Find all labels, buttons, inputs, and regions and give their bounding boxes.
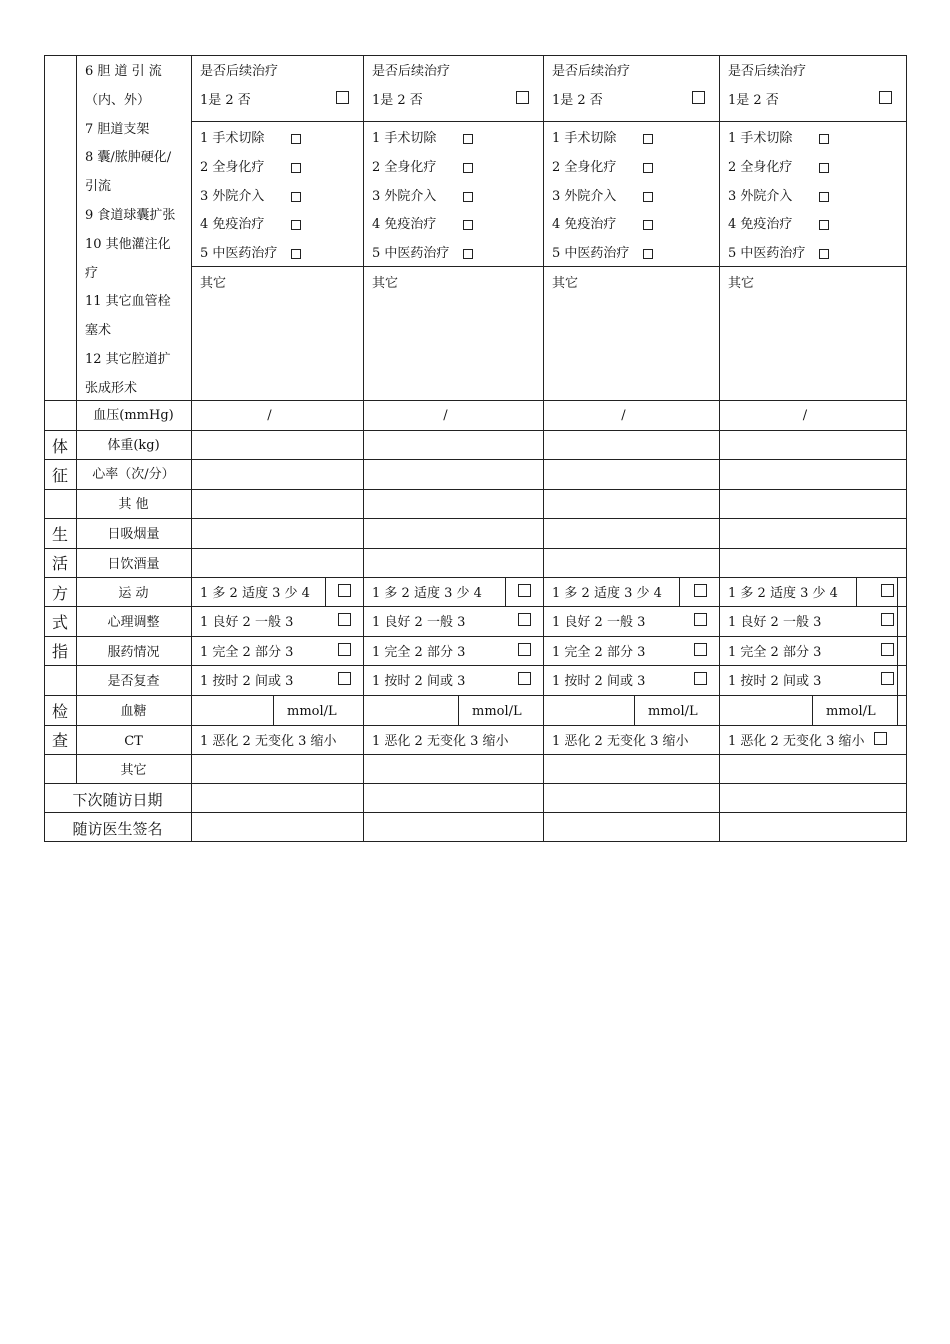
column-line [679,577,680,607]
treatment-option: 4 免疫治疗 [728,217,793,233]
treatment-option: 1 手术切除 [552,131,617,146]
recheck-option: 1 按时 2 间或 3 [552,674,646,689]
checkup-row-label: 血糖 [120,704,147,719]
glucose-unit: mmol/L [472,704,522,719]
rule-line [44,636,906,637]
lifestyle-option: 1 多 2 适度 3 少 4 [200,586,310,601]
treatment-checkbox[interactable] [643,220,653,230]
glucose-unit: mmol/L [648,704,698,719]
treatment-checkbox[interactable] [463,163,473,173]
treatment-checkbox[interactable] [643,249,653,259]
treatment-other-label: 其它 [200,276,227,291]
treatment-other-label: 其它 [552,276,579,291]
treatment-option: 2 全身化疗 [372,159,437,175]
column-line [897,577,898,726]
lifestyle-checkbox[interactable] [881,643,894,656]
lifestyle-checkbox[interactable] [338,643,351,656]
followup-yes-no: 1是 2 否 [728,93,779,108]
procedure-list-item: 8 囊/脓肿硬化/ [85,150,172,166]
recheck-option: 1 按时 2 间或 3 [728,674,822,689]
column-line [812,695,813,726]
treatment-option: 1 手术切除 [728,131,793,146]
followup-question: 是否后续治疗 [200,64,279,79]
treatment-option: 5 中医药治疗 [728,246,806,262]
followup-checkbox[interactable] [516,91,529,104]
treatment-option: 4 免疫治疗 [552,217,617,233]
lifestyle-checkbox[interactable] [518,613,531,626]
column-line [719,55,720,842]
treatment-option: 5 中医药治疗 [372,246,450,262]
vitals-category: 体 [51,437,68,456]
lifestyle-row-label: 运 动 [118,586,149,601]
rule-line [44,518,906,519]
lifestyle-checkbox[interactable] [694,613,707,626]
treatment-checkbox[interactable] [291,220,301,230]
rule-line [44,665,906,666]
column-line [363,55,364,842]
lifestyle-checkbox[interactable] [694,643,707,656]
rule-line [44,577,906,578]
ct-option: 1 恶化 2 无变化 3 缩小 [552,734,689,749]
lifestyle-option: 1 良好 2 一般 3 [372,615,466,630]
rule-line [44,55,906,56]
treatment-checkbox[interactable] [819,192,829,202]
treatment-other-label: 其它 [372,276,399,291]
followup-question: 是否后续治疗 [728,64,807,79]
bp-slash: / [621,408,626,423]
procedure-list-item: 疗 [85,265,99,281]
treatment-other-label: 其它 [728,276,755,291]
treatment-option: 4 免疫治疗 [372,217,437,233]
procedure-list-item: 6 胆 道 引 流 [85,64,162,79]
rule-line [44,548,906,549]
treatment-option: 3 外院介入 [552,188,617,204]
treatment-checkbox[interactable] [643,163,653,173]
followup-question: 是否后续治疗 [552,64,631,79]
column-line [325,577,326,607]
treatment-option: 2 全身化疗 [200,159,265,175]
lifestyle-option: 1 良好 2 一般 3 [200,615,294,630]
recheck-checkbox[interactable] [694,672,707,685]
column-line [634,695,635,726]
treatment-option: 3 外院介入 [372,188,437,204]
lifestyle-option: 1 良好 2 一般 3 [728,615,822,630]
lifestyle-row-label: 日饮酒量 [107,557,160,572]
checkup-row-label: 其它 [120,763,147,778]
followup-checkbox[interactable] [336,91,349,104]
lifestyle-option: 1 完全 2 部分 3 [728,645,822,660]
treatment-checkbox[interactable] [819,220,829,230]
lifestyle-checkbox[interactable] [881,613,894,626]
procedure-list-item: 7 胆道支架 [85,121,150,137]
followup-question: 是否后续治疗 [372,64,451,79]
lifestyle-category: 方 [51,583,68,603]
procedure-list-item: 12 其它腔道扩 [85,352,171,367]
lifestyle-option: 1 良好 2 一般 3 [552,615,646,630]
followup-checkbox[interactable] [879,91,892,104]
rule-line [191,121,906,122]
vitals-row-label: 心率（次/分） [92,467,175,482]
treatment-option: 2 全身化疗 [552,159,617,175]
procedure-list-item: 10 其他灌注化 [85,236,171,252]
glucose-unit: mmol/L [287,704,337,719]
treatment-checkbox[interactable] [291,249,301,259]
lifestyle-checkbox[interactable] [694,584,707,597]
checkup-row-label: 是否复查 [107,674,160,689]
followup-yes-no: 1是 2 否 [372,93,423,108]
procedure-list-item: 引流 [85,179,112,195]
treatment-option: 1 手术切除 [200,131,265,146]
rule-line [44,783,906,784]
treatment-option: 1 手术切除 [372,131,437,146]
ct-option: 1 恶化 2 无变化 3 缩小 [728,734,865,749]
ct-checkbox[interactable] [874,732,887,745]
procedure-list-item: （内、外） [85,92,151,108]
rule-line [44,459,906,460]
treatment-checkbox[interactable] [819,163,829,173]
treatment-checkbox[interactable] [463,220,473,230]
column-line [273,695,274,726]
procedure-list-item: 张成形术 [85,380,138,396]
lifestyle-category: 式 [51,612,68,632]
recheck-checkbox[interactable] [338,672,351,685]
vitals-category: 征 [51,466,68,485]
lifestyle-option: 1 完全 2 部分 3 [372,645,466,660]
followup-yes-no: 1是 2 否 [552,93,603,108]
column-line [856,577,857,607]
checkup-row-label: CT [124,734,143,749]
vitals-row-label: 血压(mmHg) [93,408,174,423]
vitals-row-label: 体重(kg) [107,438,160,453]
treatment-checkbox[interactable] [463,192,473,202]
column-line [543,55,544,842]
treatment-checkbox[interactable] [291,163,301,173]
lifestyle-category: 活 [51,554,68,574]
ct-option: 1 恶化 2 无变化 3 缩小 [200,734,337,749]
rule-line [44,695,906,696]
followup-yes-no: 1是 2 否 [200,93,251,108]
rule-line [44,812,906,813]
bp-slash: / [802,408,808,423]
glucose-unit: mmol/L [826,704,876,719]
procedure-list-item: 9 食道球囊扩张 [85,208,176,223]
procedure-list-item: 11 其它血管栓 [85,294,171,310]
vitals-row-label: 其 他 [118,497,149,512]
checkup-category: 检 [51,702,68,721]
lifestyle-option: 1 多 2 适度 3 少 4 [552,586,662,601]
treatment-checkbox[interactable] [819,249,829,259]
lifestyle-checkbox[interactable] [518,643,531,656]
rule-line [191,266,906,267]
lifestyle-category: 生 [51,525,68,544]
treatment-checkbox[interactable] [291,192,301,202]
ct-option: 1 恶化 2 无变化 3 缩小 [372,734,509,749]
treatment-option: 2 全身化疗 [728,159,793,175]
treatment-option: 5 中医药治疗 [552,246,630,262]
lifestyle-option: 1 多 2 适度 3 少 4 [372,586,482,601]
rule-line [44,754,906,755]
rule-line [44,606,906,607]
lifestyle-checkbox[interactable] [338,613,351,626]
column-line [906,725,907,842]
recheck-checkbox[interactable] [518,672,531,685]
rule-line [44,430,906,431]
treatment-checkbox[interactable] [643,134,653,144]
rule-line [44,400,906,401]
rule-line [44,489,906,490]
lifestyle-row-label: 心理调整 [107,615,160,630]
recheck-checkbox[interactable] [881,672,894,685]
treatment-checkbox[interactable] [463,134,473,144]
rule-line [44,841,906,842]
lifestyle-row-label: 日吸烟量 [107,527,160,542]
lifestyle-category: 指 [51,642,68,662]
treatment-checkbox[interactable] [819,134,829,144]
treatment-checkbox[interactable] [643,192,653,202]
lifestyle-option: 1 完全 2 部分 3 [552,645,646,660]
lifestyle-row-label: 服药情况 [107,645,160,660]
doctor-sign-label: 随访医生签名 [72,820,163,838]
treatment-option: 5 中医药治疗 [200,246,278,262]
lifestyle-checkbox[interactable] [881,584,894,597]
recheck-option: 1 按时 2 间或 3 [372,674,466,689]
treatment-option: 4 免疫治疗 [200,217,265,233]
procedure-list-item: 塞术 [85,323,112,339]
column-line [906,55,907,578]
column-line [458,695,459,726]
lifestyle-checkbox[interactable] [518,584,531,597]
treatment-option: 3 外院介入 [728,188,793,204]
bp-slash: / [443,408,448,423]
column-line [191,55,192,842]
lifestyle-option: 1 完全 2 部分 3 [200,645,294,660]
lifestyle-option: 1 多 2 适度 3 少 4 [728,586,838,601]
treatment-checkbox[interactable] [463,249,473,259]
treatment-option: 3 外院介入 [200,188,265,204]
followup-checkbox[interactable] [692,91,705,104]
next-visit-label: 下次随访日期 [72,791,163,809]
checkup-category: 查 [51,731,68,750]
treatment-checkbox[interactable] [291,134,301,144]
rule-line [44,725,906,726]
bp-slash: / [267,408,272,423]
recheck-option: 1 按时 2 间或 3 [200,674,294,689]
column-line [505,577,506,607]
lifestyle-checkbox[interactable] [338,584,351,597]
